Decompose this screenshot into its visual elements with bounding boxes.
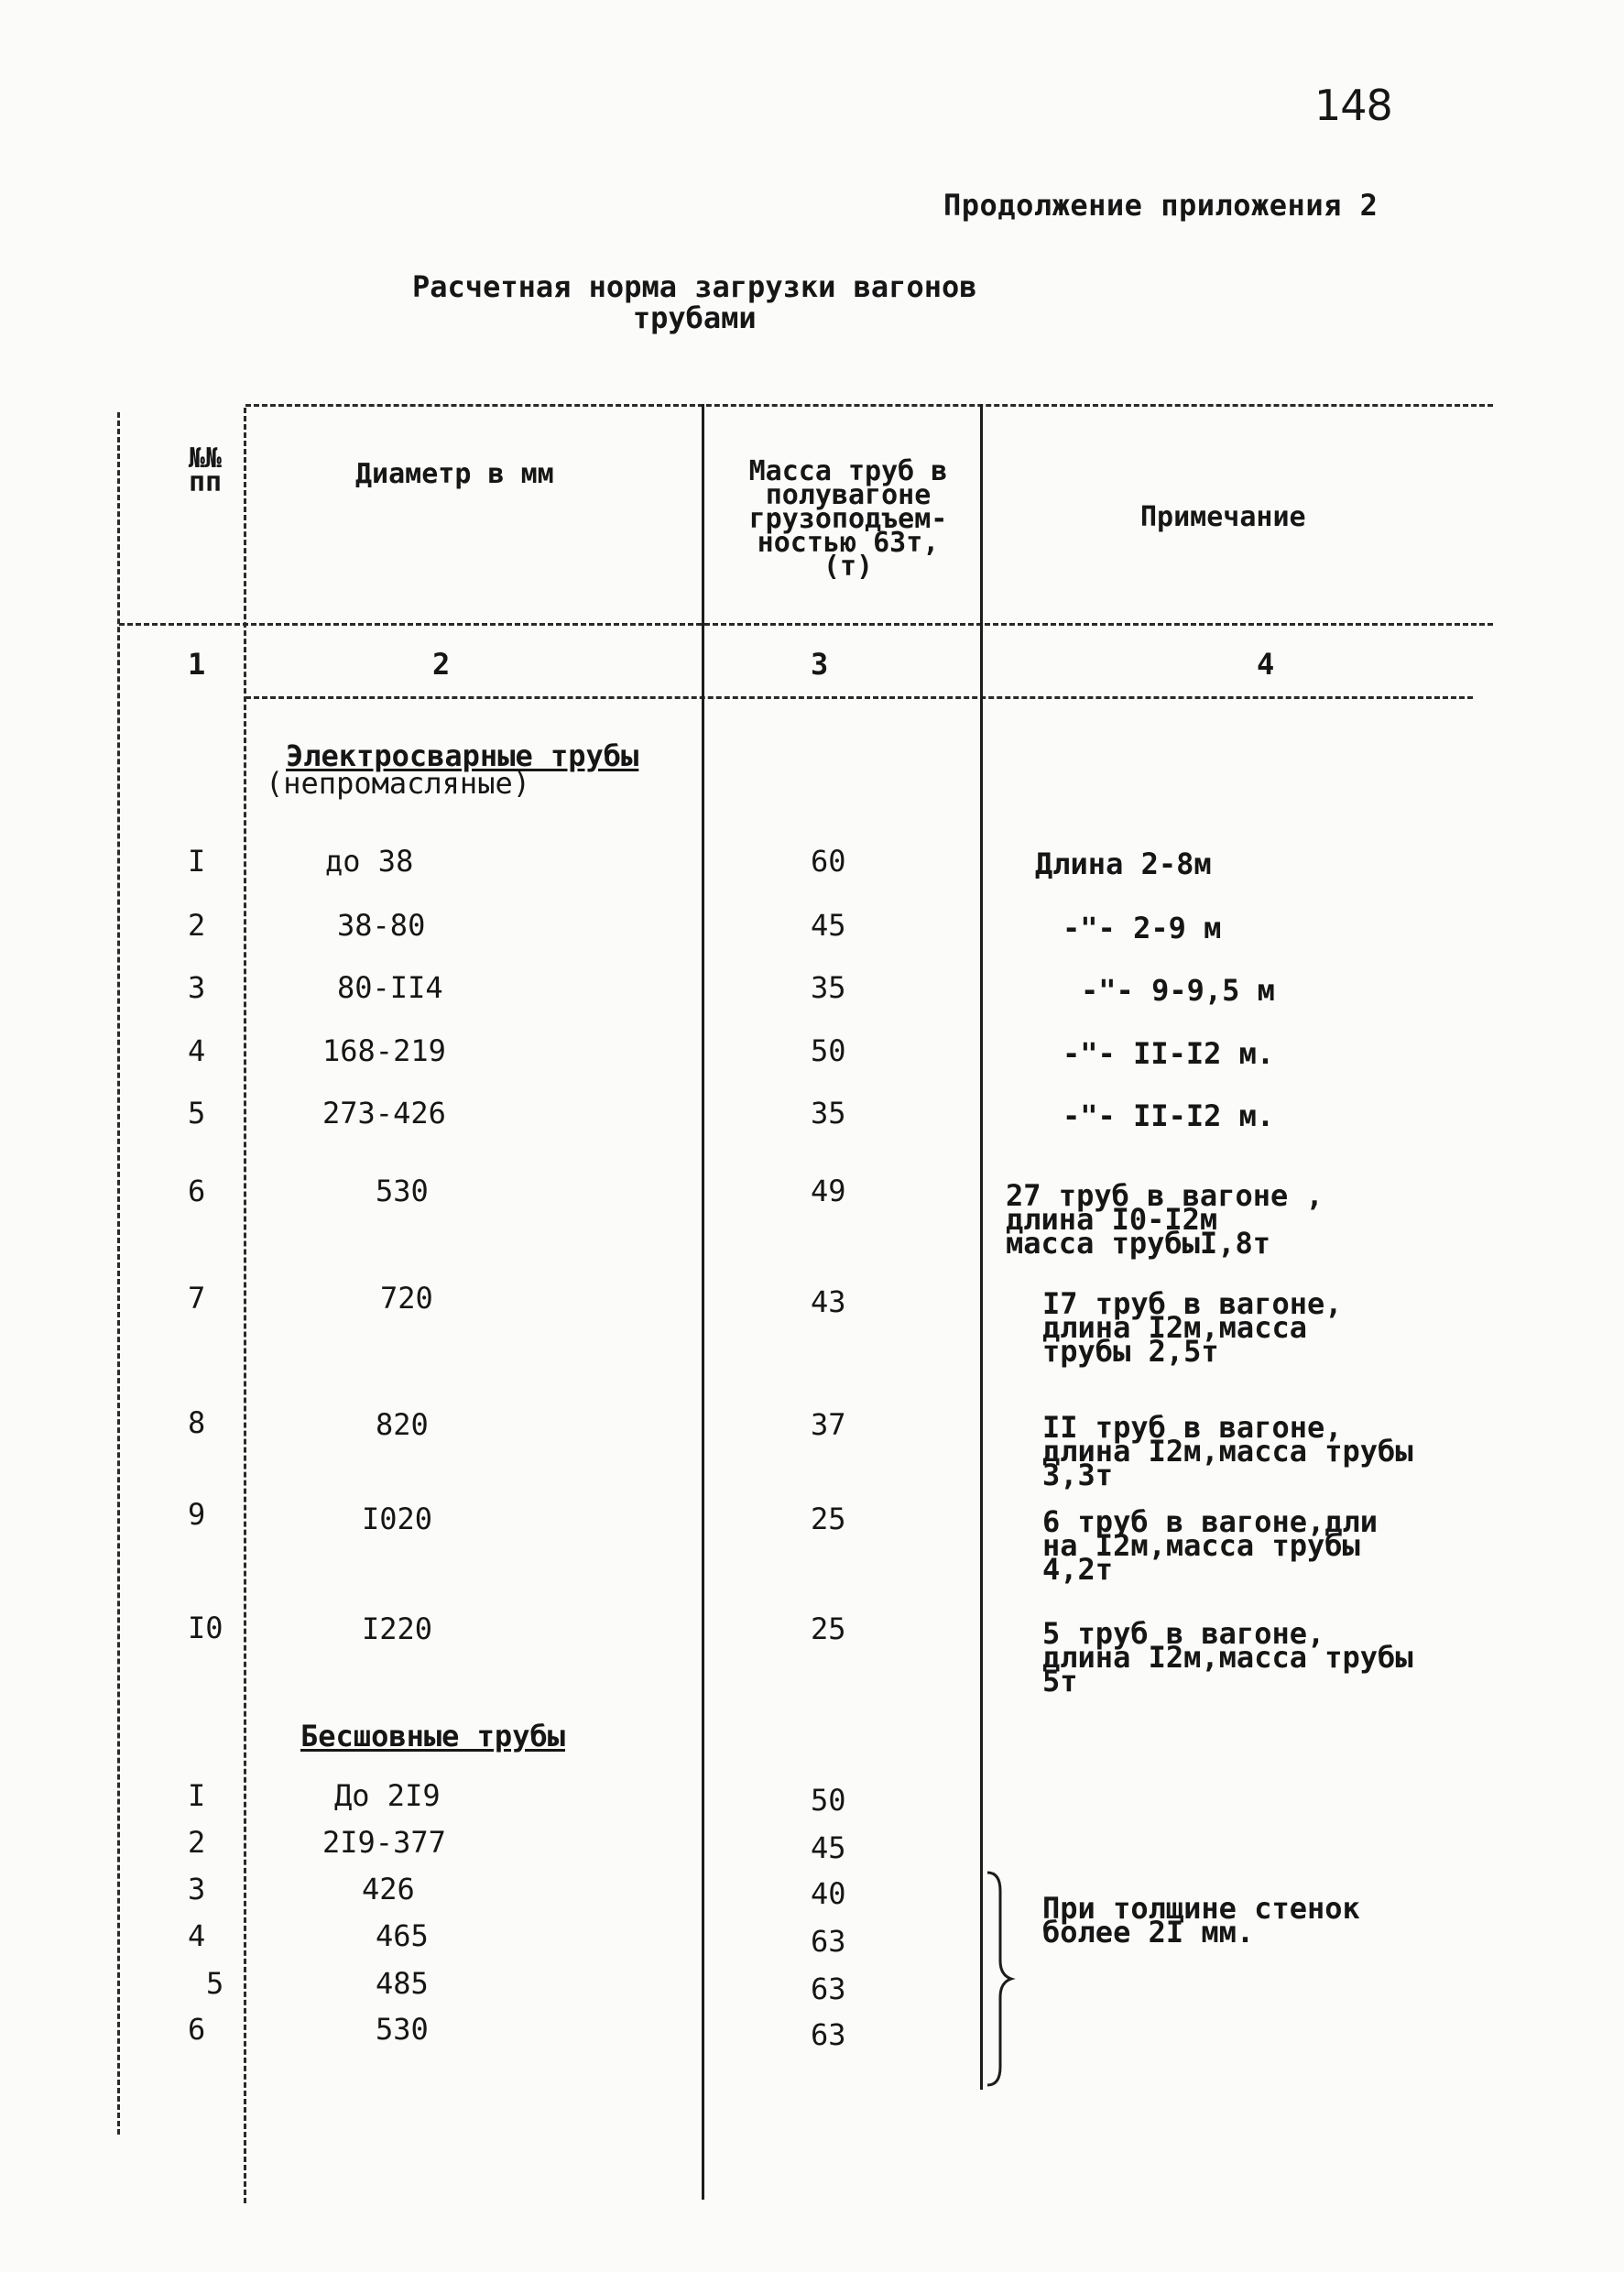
row-number: 6 bbox=[188, 1174, 206, 1208]
row-mass: 35 bbox=[811, 1096, 846, 1131]
row-diameter: До 2I9 bbox=[334, 1778, 441, 1813]
row-diameter: I220 bbox=[362, 1611, 433, 1646]
row-diameter: 530 bbox=[376, 1174, 429, 1208]
row-note: -"- II-I2 м. bbox=[1063, 1036, 1275, 1071]
column-number-rule bbox=[245, 696, 1473, 699]
row-number: 9 bbox=[188, 1497, 206, 1532]
row-note: 6 труб в вагоне,дли на I2м,масса трубы 4,2т bbox=[1042, 1504, 1379, 1587]
row-diameter: 2I9-377 bbox=[322, 1825, 446, 1860]
row-diameter: 80-II4 bbox=[337, 970, 443, 1005]
header-bottom-rule bbox=[119, 623, 1493, 626]
row-mass: 40 bbox=[811, 1876, 846, 1911]
page-number: 148 bbox=[1314, 81, 1392, 130]
header-note: Примечание bbox=[1140, 501, 1306, 533]
row-mass: 50 bbox=[811, 1033, 846, 1068]
row-diameter: 168-219 bbox=[322, 1033, 446, 1068]
row-number: I bbox=[188, 844, 206, 879]
row-diameter: 485 bbox=[376, 1966, 429, 2001]
row-number: 7 bbox=[188, 1281, 206, 1316]
row-note: Длина 2-8м bbox=[1035, 847, 1212, 881]
row-number: 3 bbox=[188, 970, 206, 1005]
row-note: -"- 9-9,5 м bbox=[1081, 973, 1275, 1008]
colnum-3: 3 bbox=[811, 647, 829, 682]
row-number: 5 bbox=[188, 1096, 206, 1131]
row-mass: 25 bbox=[811, 1611, 846, 1646]
row-number: 2 bbox=[188, 1825, 206, 1860]
row-number: 3 bbox=[188, 1872, 206, 1906]
row-diameter: 426 bbox=[362, 1872, 415, 1906]
header-number: №№ пп bbox=[189, 442, 223, 498]
row-number: 4 bbox=[188, 1918, 206, 1953]
row-mass: 63 bbox=[811, 2017, 846, 2052]
row-mass: 63 bbox=[811, 1972, 846, 2006]
row-mass: 37 bbox=[811, 1407, 846, 1442]
row-diameter: 720 bbox=[380, 1281, 433, 1316]
row-mass: 60 bbox=[811, 844, 846, 879]
row-number: 4 bbox=[188, 1033, 206, 1068]
row-diameter: I020 bbox=[362, 1502, 433, 1536]
row-number: I0 bbox=[188, 1611, 223, 1645]
table-title-line2: трубами bbox=[632, 300, 757, 335]
row-diameter: 38-80 bbox=[337, 908, 426, 943]
row-number: 5 bbox=[206, 1966, 224, 2001]
group-note: При толщине стенок более 2I мм. bbox=[1042, 1891, 1360, 1950]
section-electrowelded-heading: Электросварные трубы bbox=[286, 738, 639, 773]
row-note: -"- II-I2 м. bbox=[1063, 1098, 1275, 1133]
row-diameter: 273-426 bbox=[322, 1096, 446, 1131]
col2-divider bbox=[702, 404, 704, 2200]
table-title bbox=[412, 271, 977, 333]
row-note: II труб в вагоне, длина I2м,масса трубы 3,3т bbox=[1042, 1410, 1413, 1492]
col3-divider bbox=[980, 404, 983, 2090]
continuation-caption: Продолжение приложения 2 bbox=[943, 188, 1379, 223]
row-diameter: 465 bbox=[376, 1918, 429, 1953]
row-number: 2 bbox=[188, 908, 206, 943]
colnum-1: 1 bbox=[188, 647, 206, 682]
section-electrowelded-subtitle: (непромасляные) bbox=[266, 766, 530, 801]
col1-divider bbox=[244, 408, 246, 2203]
row-mass: 63 bbox=[811, 1924, 846, 1959]
table-title-line1: Расчетная норма загрузки вагонов bbox=[412, 269, 977, 304]
row-number: 8 bbox=[188, 1405, 206, 1440]
row-number: 6 bbox=[188, 2012, 206, 2047]
row-diameter: 530 bbox=[376, 2012, 429, 2047]
header-mass: Масса труб в полувагоне грузоподъем- ностью 63т, (т) bbox=[748, 455, 948, 583]
colnum-4: 4 bbox=[1257, 647, 1275, 682]
row-mass: 50 bbox=[811, 1783, 846, 1818]
row-mass: 45 bbox=[811, 1830, 846, 1865]
row-number: I bbox=[188, 1778, 206, 1813]
row-mass: 49 bbox=[811, 1174, 846, 1208]
row-mass: 35 bbox=[811, 970, 846, 1005]
row-mass: 43 bbox=[811, 1284, 846, 1319]
row-diameter: до 38 bbox=[325, 844, 414, 879]
left-border bbox=[117, 412, 120, 2135]
row-note: -"- 2-9 м bbox=[1063, 911, 1222, 945]
section-seamless-heading: Бесшовные трубы bbox=[300, 1719, 565, 1753]
section-seamless-title bbox=[300, 1719, 565, 1753]
row-mass: 25 bbox=[811, 1502, 846, 1536]
colnum-2: 2 bbox=[432, 647, 451, 682]
row-note: 27 труб в вагоне , длина I0-I2м масса трубыI,8т bbox=[1006, 1178, 1324, 1261]
row-note: 5 труб в вагоне, длина I2м,масса трубы 5т bbox=[1042, 1616, 1413, 1699]
group-brace-icon bbox=[980, 1869, 1017, 2089]
table-top-rule bbox=[245, 404, 1493, 407]
row-note: I7 труб в вагоне, длина I2м,масса трубы 2,5т bbox=[1042, 1286, 1343, 1369]
row-mass: 45 bbox=[811, 908, 846, 943]
header-diameter: Диаметр в мм bbox=[355, 458, 554, 490]
row-diameter: 820 bbox=[376, 1407, 429, 1442]
